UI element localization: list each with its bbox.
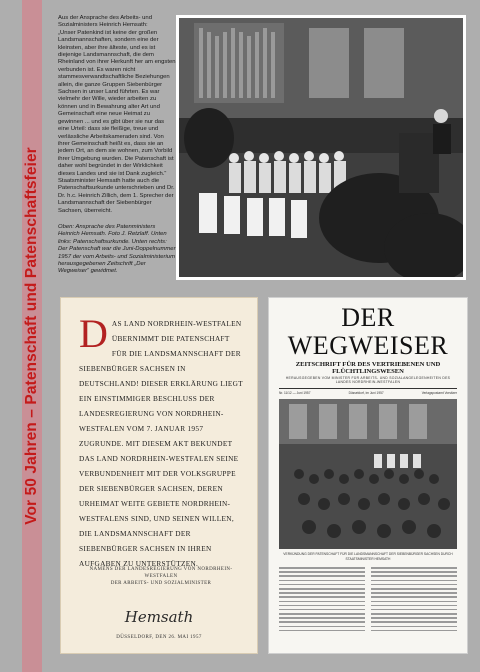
article-text [58, 15, 176, 276]
magazine-cover-photo [279, 399, 457, 549]
ceremony-hall-illustration [179, 18, 463, 277]
magazine-photo-caption: VERKÜNDUNG DER PATENSCHAFT FÜR DIE LANDSMANNSCHAFT DER SIEBENBÜRGER SACHSEN DURCH STAATSMINISTER HEMSATH [283, 552, 453, 561]
magazine-postal: Verlagspostamt Vorsitzer [421, 391, 457, 395]
certificate-date: DÜSSELDORF, DEN 26. MAI 1957 [116, 635, 202, 640]
ceremony-photo-image [179, 18, 463, 277]
magazine-rule [279, 388, 457, 389]
certificate-text: AS LAND NORDRHEIN-WESTFALEN ÜBERNIMMT DIE PATENSCHAFT FÜR DIE LANDSMANNSCHAFT DER SIEBENBÜRGER SACHSEN IN DEUTSCHLAND! DIESER ERKLÄRUNG LIEGT EIN EINSTIMMIGER BESCHLUSS DER LANDESREGIERUNG VON NORDRHEIN-WESTFALEN VOM 7. JANUAR 1957 ZUGRUNDE. MIT DIESEM AKT BEKUNDET DAS LAND NORDRHEIN-WESTFALEN SEINE VERBUNDENHEIT MIT DER VOLKSGRUPPE DER SIEBENBÜRGER SACHSEN, DEREN URHEIMAT WEITE GEBIETE NORDRHEIN-WESTFALENS SIND, UND SEINEN WILLEN, DIE LANDSMANNSCHAFT DER SIEBENBÜRGER SACHSEN IN IHREN AUFGABEN ZU UNTERSTÜTZEN. [79, 319, 243, 568]
magazine-body-text [279, 567, 457, 634]
vertical-page-title: Vor 50 Jahren – Patenschaft und Patenschaftsfeier [23, 147, 40, 525]
certificate-footer: NAMENS DER LANDESREGIERUNG VON NORDRHEIN-WESTFALEN DER ARBEITS- UND SOZIALMINISTER [89, 567, 233, 586]
magazine-issue: Nr. 11/12 — Juni 1957 [279, 391, 311, 395]
magazine-title: DER WEGWEISER [287, 303, 449, 360]
magazine-publisher: HERAUSGEGEBEN VOM MINISTER FÜR ARBEITS- UND SOZIALANGELEGENHEITEN DES LANDES NORDRHEIN-WESTFALEN [285, 376, 451, 384]
certificate-dropcap: D [79, 311, 108, 356]
photo-caption: Oben: Ansprache des Patenministers Heinrich Hemsath. Foto J. Retzlaff. Unten links: Patenschaftsurkunde. Unten rechts: Der Patenschaft war die Juni-Doppelnummer 1957 der vom Arbeits- und Sozialministerium herausgegebenen Zeitschrift „Der Wegweiser“ gewidmet. [58, 223, 176, 275]
wegweiser-magazine-cover [268, 297, 468, 654]
certificate-signature: Hemsath [124, 608, 194, 626]
magazine-subtitle: ZEITSCHRIFT FÜR DES VERTRIEBENEN UND FLÜCHTLINGSWESEN [295, 361, 441, 375]
ceremony-photo [176, 15, 466, 280]
magazine-hall-illustration [279, 399, 457, 549]
article-body: Aus der Ansprache des Arbeits- und Sozialministers Heinrich Hemsath: „Unser Patenkind ist keine der großen Landsmannschaften, sondern eine der kleinsten, aber ihre älteste, und es ist diejenige Landsmannschaft, die dem Rheinland von ihrer Herkunft her am engsten verbunden ist. Es waren nicht stammesverwandtschaftliche Beziehungen allein, die ganze Gruppen Siebenbürger Sachsen in unser Land führten. Es war vielmehr der Wille, wieder arbeiten zu können und in Bewahrung alter Art und Gemeinschaft eine neue Heimat zu gewinnen ... und es gibt über sie nur das eine Urteil: dass sie fleißige, treue und verlässliche Arbeitskameraden sind. Von ihrer Gemeinschaft heißt es, dass sie an jedem Ort, an dem sie wohnen, zum Vorbild ihrer Umgebung wurden. Die Patenschaft ist daher wohl begründet in der Wirklichkeit dieses Landes und sie ist Dank zugleich.“ Staatsminister Hemsath hatte auch die Patenschaftsurkunde unterschrieben und Dr. Dr. h.c. Heinrich Zillich, dem 1. Sprecher der Landsmannschaft der Siebenbürger Sachsen, überreicht. [58, 15, 176, 214]
magazine-meta [279, 391, 457, 395]
patenschaft-certificate [60, 297, 258, 654]
magazine-date: Düsseldorf, im Juni 1957 [348, 391, 384, 395]
